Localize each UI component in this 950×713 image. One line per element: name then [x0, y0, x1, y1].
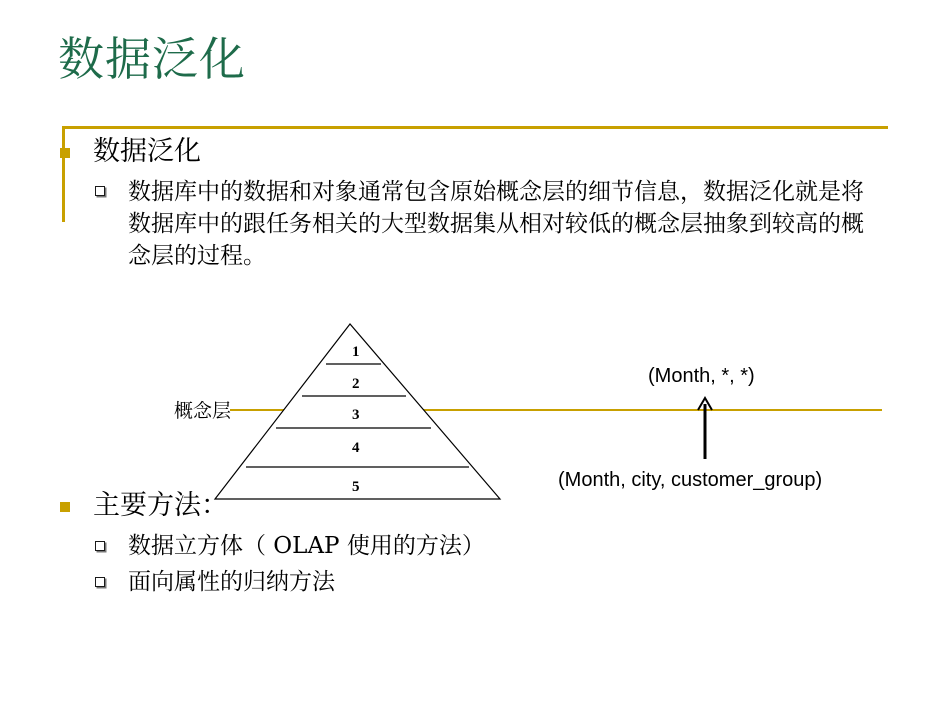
upper-tuple-label: (Month, *, *) — [648, 365, 755, 387]
generalization-description: 数据库中的数据和对象通常包含原始概念层的细节信息，数据泛化就是将数据库中的跟任务相关的大型数据集从相对较低的概念层抽象到较高的概念层的过程。 — [128, 179, 864, 269]
section-heading-methods: 主要方法： — [93, 490, 228, 521]
bullet-hollow-square-icon — [95, 541, 105, 551]
section-heading-generalization: 数据泛化 — [93, 136, 201, 167]
bullet-hollow-square-icon — [95, 577, 105, 587]
concept-layer-label: 概念层 — [174, 400, 232, 422]
lower-tuple-label: (Month, city, customer_group) — [558, 469, 823, 491]
pyramid-level-2: 2 — [352, 376, 360, 392]
slide-title: 数据泛化 — [58, 32, 246, 86]
method-item-attribute-induction: 面向属性的归纳方法 — [128, 569, 335, 595]
pyramid-level-1: 1 — [352, 344, 360, 360]
pyramid-level-5: 5 — [352, 479, 360, 495]
bullet-square-icon — [60, 502, 70, 512]
up-arrow-icon — [698, 398, 712, 459]
pyramid-level-4: 4 — [352, 440, 360, 456]
method-item-data-cube: 数据立方体（ OLAP 使用的方法） — [128, 533, 485, 559]
pyramid-level-3: 3 — [352, 407, 360, 423]
